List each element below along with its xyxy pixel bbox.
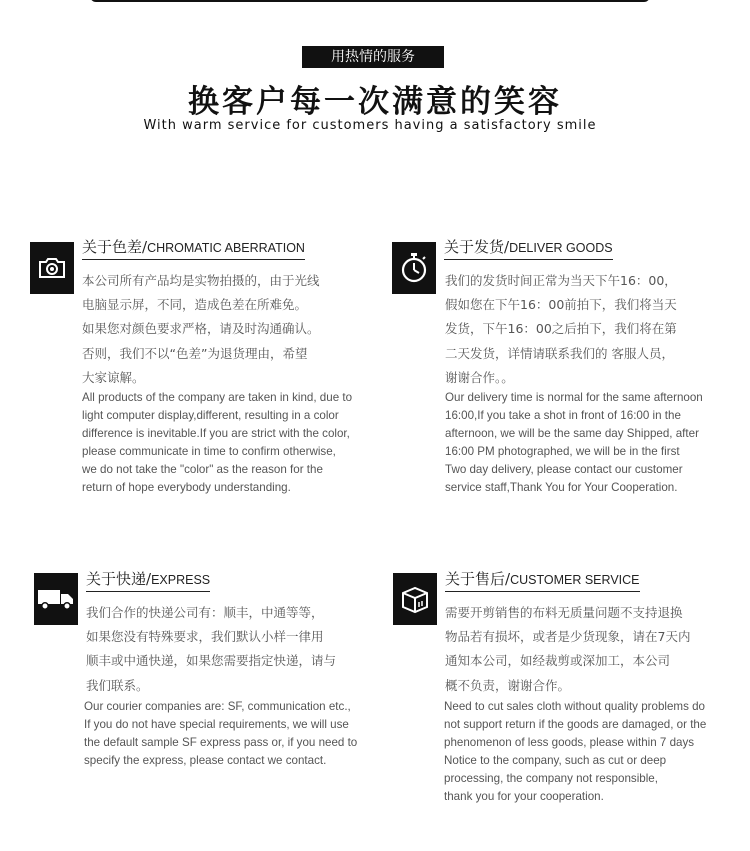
body-line: 如果您没有特殊要求，我们默认小样一律用 (86, 629, 324, 645)
body-line: 如果您对颜色要求严格，请及时沟通确认。 (82, 321, 320, 337)
section-title-en: EXPRESS (151, 573, 211, 587)
section-body-en (444, 698, 706, 807)
body-line: 物品若有损坏，或者是少货现象，请在7天内 (445, 629, 691, 645)
body-line: please communicate in time to confirm otherwise, (82, 445, 336, 459)
body-line: Two day delivery, please contact our customer (445, 463, 683, 477)
section-title-en: DELIVER GOODS (509, 241, 613, 255)
body-line: 否则，我们不以“色差”为退货理由，希望 (82, 345, 308, 361)
top-decorative-bar (90, 0, 650, 2)
body-line: 我们联系。 (86, 677, 149, 693)
body-line: we do not take the "color" as the reason for the (82, 463, 323, 477)
body-line: afternoon, we will be the same day Shipped, after (445, 427, 699, 441)
page-subtitle: With warm service for customers having a satisfactory smile (143, 118, 597, 133)
section-body-zh (82, 269, 320, 390)
body-line: 大家谅解。 (82, 369, 145, 385)
body-line: 本公司所有产品均是实物拍摄的，由于光线 (82, 273, 320, 288)
body-line: 需要开剪销售的布料无质量问题不支持退换 (445, 605, 683, 620)
section-title-delivery (444, 238, 613, 260)
body-line: 二天发货，详情请联系我们的 客服人员， (445, 345, 674, 361)
section-title-en: CHROMATIC ABERRATION (147, 241, 305, 255)
body-line: 我们合作的快递公司有：顺丰，中通等等， (86, 605, 324, 620)
body-line: Our delivery time is normal for the same afternoon (445, 391, 703, 404)
header-badge: 用热情的服务 (302, 46, 444, 68)
body-line: 谢谢合作。。 (445, 369, 514, 385)
section-body-zh (86, 601, 336, 698)
section-title-en: CUSTOMER SERVICE (510, 573, 640, 587)
section-body-en (82, 389, 352, 498)
body-line: specify the express, please contact we contact. (84, 754, 327, 768)
body-line: difference is inevitable.If you are strict with the color, (82, 427, 350, 441)
body-line: Need to cut sales cloth without quality problems do (444, 700, 706, 713)
body-line: service staff,Thank You for Your Cooperation. (445, 481, 678, 495)
body-line: 顺丰或中通快递，如果您需要指定快递，请与 (86, 653, 337, 669)
body-line: If you do not have special requirements, we will use (84, 718, 349, 732)
body-line: 电脑显示屏，不同，造成色差在所难免。 (82, 297, 308, 313)
body-line: 我们的发货时间正常为当天下午16：00， (445, 273, 677, 288)
body-line: Our courier companies are: SF, communication etc., (84, 700, 351, 713)
section-title-express (86, 570, 210, 592)
page-title: 换客户每一次满意的笑容 (188, 84, 562, 120)
body-line: 概不负责，谢谢合作。 (445, 677, 571, 693)
body-line: 发货，下午16：00之后拍下，我们将在第 (445, 321, 677, 337)
section-title-zh: 关于发货/ (444, 238, 510, 256)
body-line: 假如您在下午16：00前拍下，我们将当天 (445, 297, 677, 313)
section-title-zh: 关于售后/ (445, 570, 511, 588)
body-line: thank you for your cooperation. (444, 790, 604, 804)
section-title-zh: 关于色差/ (82, 238, 148, 256)
section-body-zh (445, 269, 677, 390)
stopwatch-icon (392, 242, 436, 294)
body-line: return of hope everybody understanding. (82, 481, 291, 495)
section-body-en (445, 389, 703, 498)
body-line: the default sample SF express pass or, if you need to (84, 736, 358, 750)
package-icon (393, 573, 437, 625)
section-body-zh (445, 601, 690, 698)
section-body-en (84, 698, 357, 770)
body-line: processing, the company not responsible, (444, 772, 658, 786)
body-line: not support return if the goods are damaged, or the (444, 718, 707, 732)
body-line: 16:00 PM photographed, we will be in the first (445, 445, 680, 459)
camera-icon (30, 242, 74, 294)
body-line: 16:00,If you take a shot in front of 16:00 in the (445, 409, 681, 423)
body-line: 通知本公司，如经裁剪或深加工，本公司 (445, 653, 671, 669)
body-line: phenomenon of less goods, please within 7 days (444, 736, 695, 750)
section-title-service (445, 570, 640, 592)
body-line: light computer display,different, resulting in a color (82, 409, 339, 423)
section-title-zh: 关于快递/ (86, 570, 152, 588)
truck-icon (34, 573, 78, 625)
section-title-chromatic (82, 238, 305, 260)
body-line: All products of the company are taken in kind, due to (82, 391, 353, 404)
body-line: Notice to the company, such as cut or deep (444, 754, 667, 768)
